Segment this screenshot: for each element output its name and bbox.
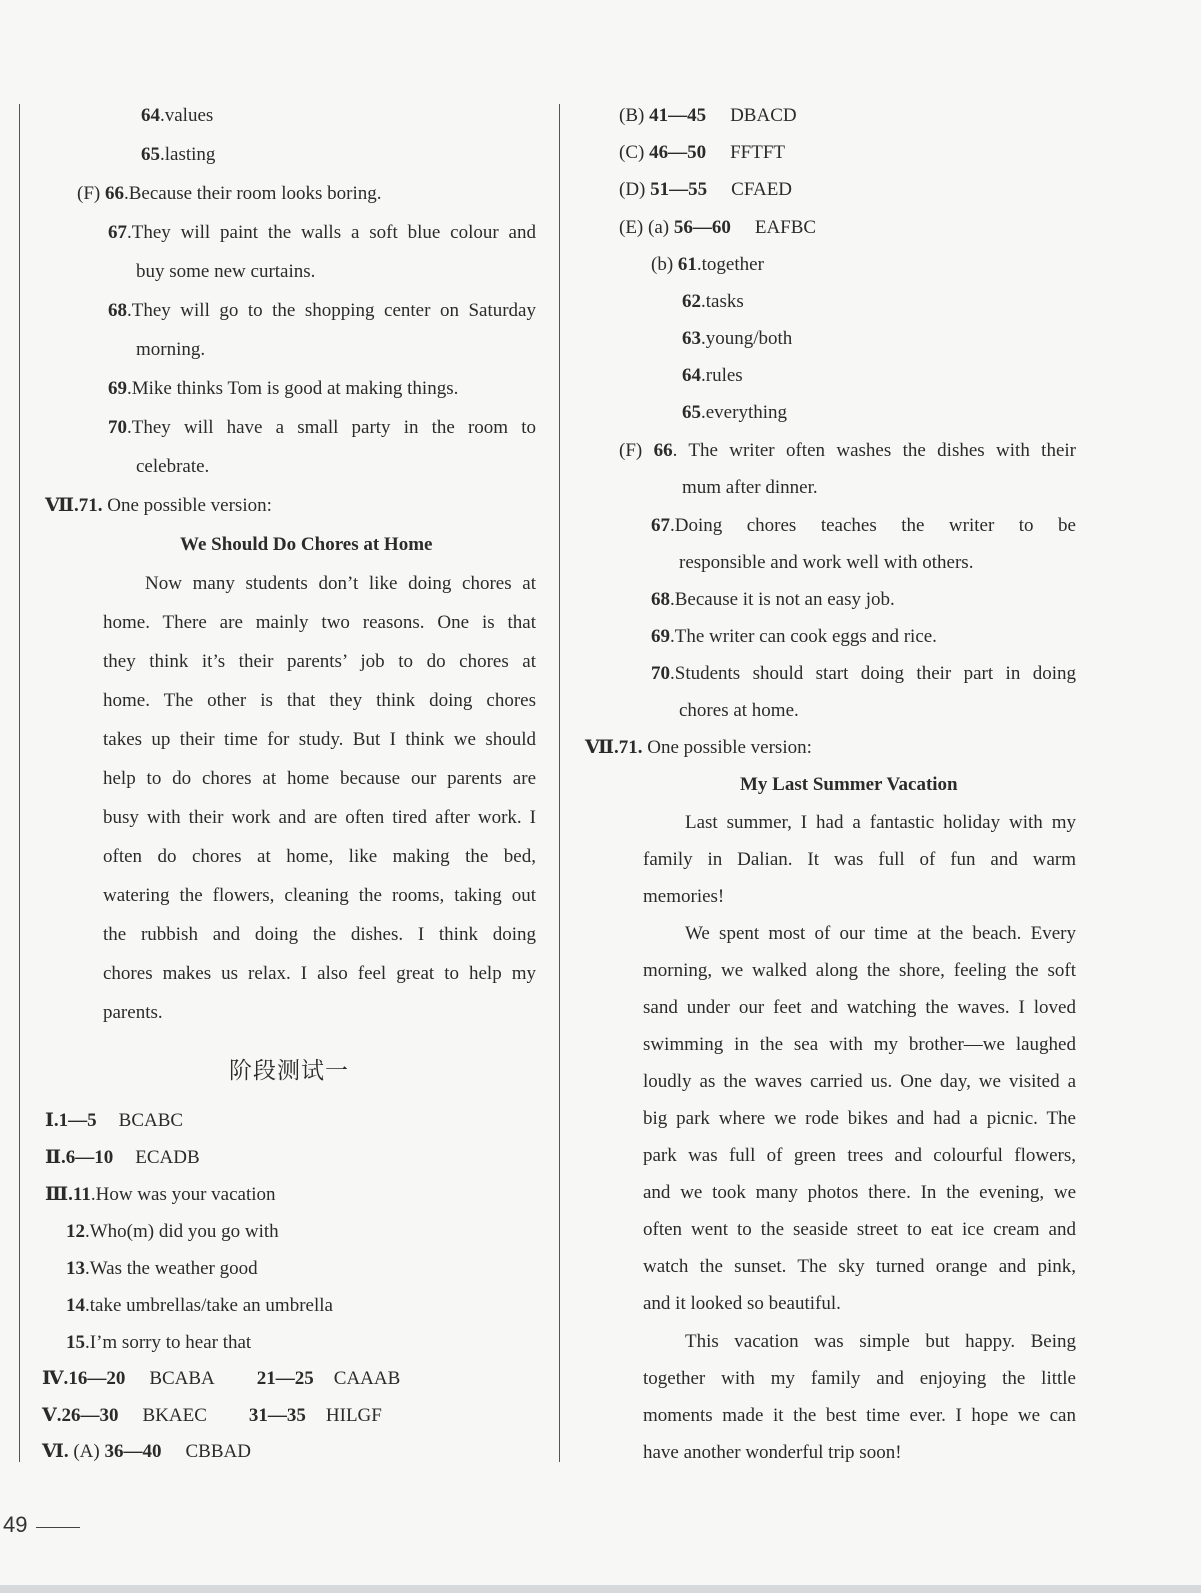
answer-continuation: mum after dinner.	[682, 477, 818, 498]
essay-line: watering the flowers, cleaning the rooms, taking out	[103, 885, 536, 906]
essay-line: moments made it the best time ever. I hope we can	[643, 1405, 1076, 1426]
essay-line: park was full of green trees and colourful flowers,	[643, 1145, 1076, 1166]
essay-line: have another wonderful trip soon!	[643, 1442, 902, 1463]
essay-line: Last summer, I had a fantastic holiday with my	[685, 812, 1076, 833]
answer-row-ii: Ⅱ.6—10 ECADB	[45, 1147, 200, 1168]
answer-item: (F) 66.Because their room looks boring.	[77, 183, 382, 204]
essay-title: We Should Do Chores at Home	[180, 534, 433, 555]
essay-line: home. The other is that they think doing chores	[103, 690, 536, 711]
answer-item: 62.tasks	[682, 291, 744, 312]
essay-line: and it looked so beautiful.	[643, 1293, 841, 1314]
answer-continuation: celebrate.	[136, 456, 210, 477]
answer-item: 69.The writer can cook eggs and rice.	[651, 626, 937, 647]
answer-item: 15.I’m sorry to hear that	[66, 1332, 252, 1353]
essay-line: We spent most of our time at the beach. Every	[685, 923, 1076, 944]
essay-line: watch the sunset. The sky turned orange and pink,	[643, 1256, 1076, 1277]
answer-item: 64.values	[141, 105, 214, 126]
essay-line: and we took many photos there. In the evening, we	[643, 1182, 1076, 1203]
answer-row-i: Ⅰ.1—5 BCABC	[45, 1110, 184, 1131]
answer-item: 68.Because it is not an easy job.	[651, 589, 895, 610]
page-number-rule	[36, 1527, 80, 1528]
essay-line: swimming in the sea with my brother—we laughed	[643, 1034, 1076, 1055]
answer-row: (E) (a) 56—60 EAFBC	[619, 217, 817, 238]
essay-line: chores makes us relax. I also feel great to help my	[103, 963, 536, 984]
answer-item: 64.rules	[682, 365, 743, 386]
answer-item: 69.Mike thinks Tom is good at making things.	[108, 378, 459, 399]
essay-intro: Ⅶ.71. One possible version:	[585, 737, 812, 758]
answer-row: (C) 46—50 FFTFT	[619, 142, 785, 163]
answer-row-iv: Ⅳ.16—20 BCABA 21—25 CAAAB	[42, 1368, 401, 1389]
answer-item: 14.take umbrellas/take an umbrella	[66, 1295, 333, 1316]
essay-line: they think it’s their parents’ job to do chores at	[103, 651, 536, 672]
essay-line: sand under our feet and watching the waves. I loved	[643, 997, 1076, 1018]
essay-line: home. There are mainly two reasons. One is that	[103, 612, 536, 633]
answer-item: Ⅲ.11.How was your vacation	[45, 1184, 276, 1205]
answer-continuation: chores at home.	[679, 700, 799, 721]
essay-line: morning, we walked along the shore, feeling the soft	[643, 960, 1076, 981]
essay-line: takes up their time for study. But I think we should	[103, 729, 536, 750]
essay-line: memories!	[643, 886, 725, 907]
answer-item: 13.Was the weather good	[66, 1258, 258, 1279]
answer-item: 70.Students should start doing their part in doing	[651, 663, 1076, 684]
essay-line: often went to the seaside street to eat ice cream and	[643, 1219, 1076, 1240]
essay-intro: Ⅶ.71. One possible version:	[45, 495, 272, 516]
scan-edge-band	[0, 1585, 1201, 1593]
answer-item: 63.young/both	[682, 328, 793, 349]
essay-line: Now many students don’t like doing chores at	[145, 573, 536, 594]
essay-line: together with my family and enjoying the little	[643, 1368, 1076, 1389]
page-number: 49	[3, 1512, 28, 1537]
answer-continuation: morning.	[136, 339, 206, 360]
left-margin-rule	[19, 104, 20, 1462]
essay-title: My Last Summer Vacation	[740, 774, 958, 795]
essay-line: the rubbish and doing the dishes. I think doing	[103, 924, 536, 945]
essay-line: often do chores at home, like making the bed,	[103, 846, 536, 867]
essay-line: family in Dalian. It was full of fun and warm	[643, 849, 1076, 870]
answer-continuation: buy some new curtains.	[136, 261, 316, 282]
essay-line: big park where we rode bikes and had a picnic. The	[643, 1108, 1076, 1129]
section-heading: 阶段测试一	[229, 1058, 349, 1084]
answer-item: 65.everything	[682, 402, 788, 423]
answer-continuation: responsible and work well with others.	[679, 552, 974, 573]
essay-line: This vacation was simple but happy. Being	[685, 1331, 1076, 1352]
answer-item: (b) 61.together	[651, 254, 764, 275]
answer-item: 67.They will paint the walls a soft blue colour and	[108, 222, 536, 243]
answer-row-vi: Ⅵ. (A) 36—40 CBBAD	[42, 1441, 251, 1462]
answer-row-v: Ⅴ.26—30 BKAEC 31—35 HILGF	[42, 1405, 382, 1426]
answer-item: (F) 66. The writer often washes the dishes with their	[619, 440, 1076, 461]
essay-line: parents.	[103, 1002, 163, 1023]
answer-item: 65.lasting	[141, 144, 216, 165]
answer-item: 12.Who(m) did you go with	[66, 1221, 279, 1242]
answer-row: (D) 51—55 CFAED	[619, 179, 793, 200]
column-divider-rule	[559, 104, 560, 1462]
answer-item: 70.They will have a small party in the room to	[108, 417, 536, 438]
answer-item: 67.Doing chores teaches the writer to be	[651, 515, 1076, 536]
essay-line: help to do chores at home because our parents are	[103, 768, 536, 789]
answer-item: 68.They will go to the shopping center on Saturday	[108, 300, 536, 321]
essay-line: busy with their work and are often tired after work. I	[103, 807, 536, 828]
essay-line: loudly as the waves carried us. One day, we visited a	[643, 1071, 1076, 1092]
answer-row: (B) 41—45 DBACD	[619, 105, 797, 126]
